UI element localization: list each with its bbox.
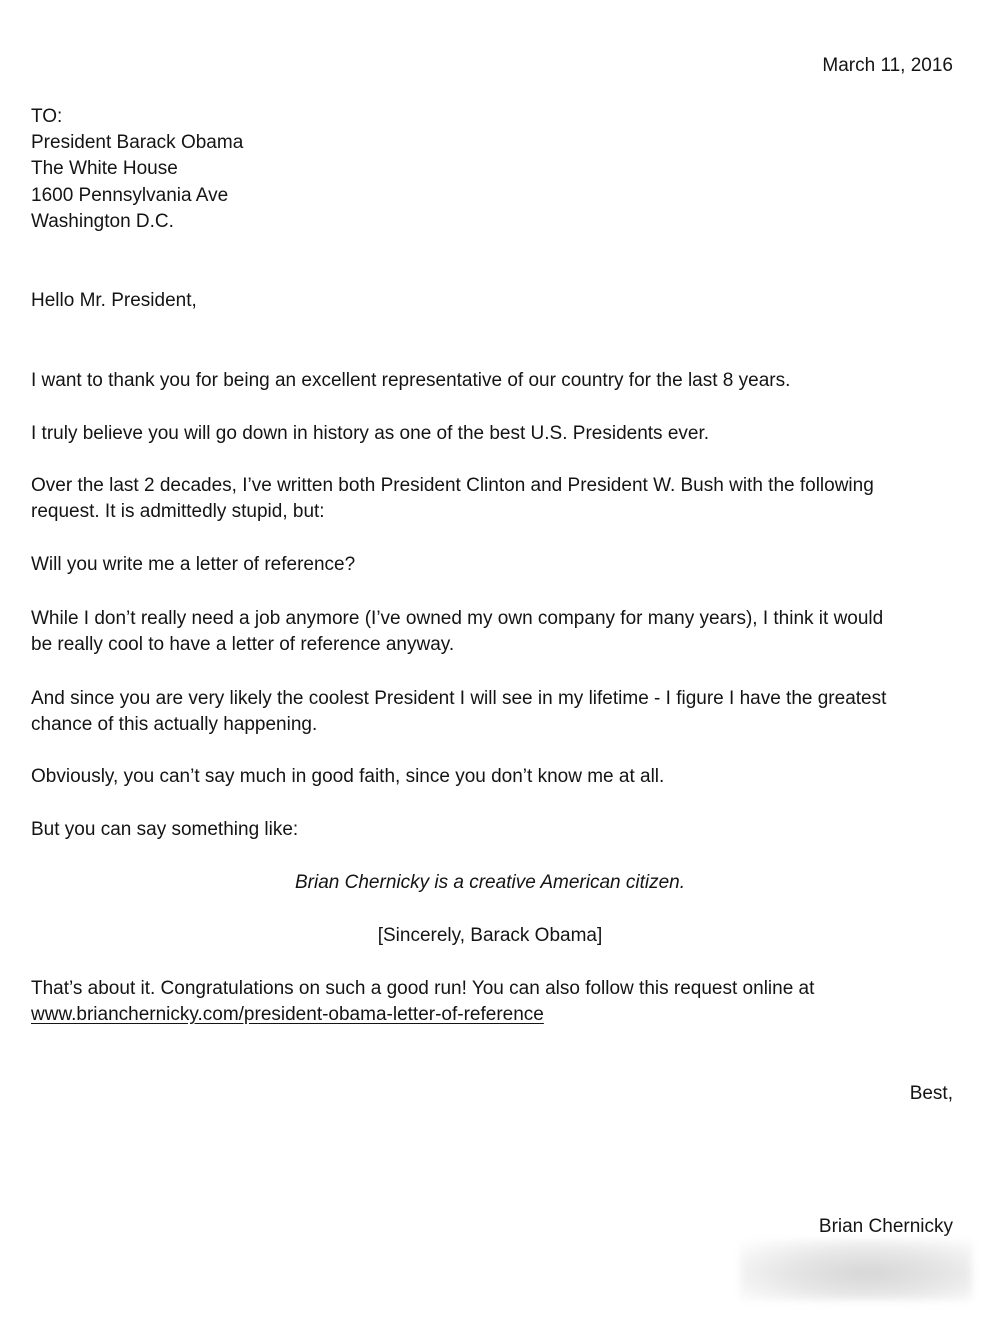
paragraph-history: I truly believe you will go down in history as one of the best U.S. Presidents ever. <box>31 423 710 444</box>
paragraph-request: Will you write me a letter of reference? <box>31 554 356 575</box>
suggested-quote: Brian Chernicky is a creative American citizen. <box>295 872 685 893</box>
reference-link[interactable]: www.brianchernicky.com/president-obama-letter-of-reference <box>31 1004 544 1025</box>
address-line-2: 1600 Pennsylvania Ave <box>31 185 229 206</box>
letter-date: March 11, 2016 <box>822 55 953 76</box>
redacted-signature-blur <box>740 1240 972 1300</box>
paragraph-decades-line-2: request. It is admittedly stupid, but: <box>31 501 325 522</box>
address-to-label: TO: <box>31 106 63 127</box>
address-line-3: Washington D.C. <box>31 211 174 232</box>
paragraph-closing-line-1: That’s about it. Congratulations on such a good run! You can also follow this request online at <box>31 978 815 999</box>
paragraph-job-line-2: be really cool to have a letter of reference anyway. <box>31 634 455 655</box>
paragraph-coolest-line-1: And since you are very likely the coolest President I will see in my lifetime - I figure I have the greatest <box>31 688 887 709</box>
paragraph-job-line-1: While I don’t really need a job anymore (I’ve owned my own company for many years), I think it would <box>31 608 884 629</box>
address-line-1: The White House <box>31 158 178 179</box>
paragraph-coolest-line-2: chance of this actually happening. <box>31 714 318 735</box>
paragraph-say-something: But you can say something like: <box>31 819 299 840</box>
address-recipient-name: President Barack Obama <box>31 132 244 153</box>
suggested-quote-signoff: [Sincerely, Barack Obama] <box>377 925 603 946</box>
signature-name: Brian Chernicky <box>818 1216 953 1237</box>
paragraph-decades-line-1: Over the last 2 decades, I’ve written both President Clinton and President W. Bush with the following <box>31 475 874 496</box>
closing: Best, <box>909 1083 953 1104</box>
salutation: Hello Mr. President, <box>31 290 197 311</box>
paragraph-good-faith: Obviously, you can’t say much in good faith, since you don’t know me at all. <box>31 766 665 787</box>
paragraph-thanks: I want to thank you for being an excellent representative of our country for the last 8 years. <box>31 370 791 391</box>
